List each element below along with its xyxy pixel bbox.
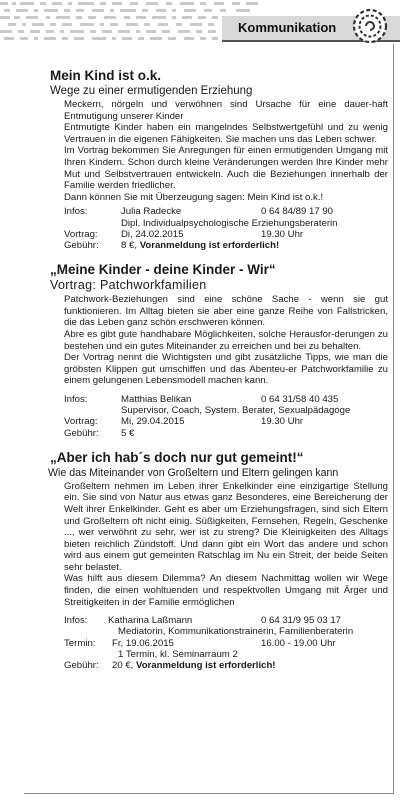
event-time: 16.00 - 19.00 Uhr (261, 637, 336, 649)
article-title: „Meine Kinder - deine Kinder - Wir“ (50, 262, 276, 278)
event-time: 19.30 Uhr (261, 228, 304, 240)
speaker-role: Supervisor, Coach, System. Berater, Sexualpädagoge (121, 405, 351, 417)
page-header (0, 0, 400, 44)
speaker-name: Matthias Belikan (121, 393, 192, 405)
paragraph: Was hilft aus diesem Dilemma? An diesem Nachmittag wollen wir Wege finden, die einen wohltuenden und respektvollen Umgang mit Ärger und Streitigkeiten in der Familie ermöglichen (64, 573, 388, 608)
info-label: Infos: (64, 615, 88, 627)
speaker-role: Dipl. Individualpsychologische Erziehungsberaterin (121, 217, 338, 229)
speaker-phone: 0 64 84/89 17 90 (261, 206, 334, 218)
paragraph: Großeltern nehmen im Leben ihrer Enkelkinder eine einzigartige Stellung ein. Sie sind von Natur aus etwas ganz Besonderes, eine Bereicherung der Welt ihrer Enkelkinder. Geht es aber um Erziehungsfragen, sind sich Eltern und Großeltern oft nicht einig. Süßigkeiten, Fernsehen, Regeln, Geschenke ..., wer verwöhnt zu sehr, wer ist zu streng? Die Kleinigkeiten des Alltags bieten reichlich Zündstoff. Und dann gibt ein Wort das andere und schon wird aus einem gut gemeinten Ratschlag im Nu ein Streit, der beide Seiten sehr belastet. (64, 480, 388, 573)
registration-note: Voranmeldung ist erforderlich! (136, 660, 276, 672)
paragraph: Entmutigte Kinder haben ein mangelndes Selbstwertgefühl und zu wenig Vertrauen in die eigenen Fähigkeiten. Sie machen uns das Leben schwer. (64, 122, 388, 145)
article-body (64, 481, 388, 609)
event-info (64, 615, 388, 671)
event-info (64, 206, 388, 251)
article-title: „Aber ich hab´s doch nur gut gemeint!“ (50, 449, 304, 465)
paragraph: Meckern, nörgeln und verwöhnen sind Ursache für eine dauer-haft Entmutigung unserer Kinder (64, 99, 388, 122)
article-patchwork (50, 262, 388, 439)
date-label: Vortrag: (64, 228, 98, 240)
paragraph: Im Vortrag bekommen Sie Anregungen für einen ermutigenden Umgang mit Ihren Kindern. Schon durch kleine Veränderungen werden Ihre Kinder mehr Mut und Selbstvertrauen entwickeln. Auch die Beziehungen innerhalb der Familie werden friedlicher. (64, 145, 388, 192)
speaker-phone: 0 64 31/9 95 03 17 (261, 615, 342, 627)
article-mein-kind (50, 68, 388, 251)
spiral-icon (352, 8, 388, 44)
article-body (64, 294, 388, 387)
info-label: Infos: (64, 206, 88, 218)
speaker-name: Katharina Laßmann (108, 615, 193, 627)
registration-note: Voranmeldung ist erforderlich! (139, 239, 280, 251)
fee-label: Gebühr: (64, 239, 99, 251)
article-subtitle: Wie das Miteinander von Großeltern und Eltern gelingen kann (48, 466, 339, 479)
fee-label: Gebühr: (64, 427, 99, 439)
info-label: Infos: (64, 393, 88, 405)
event-fee: 5 € (121, 427, 135, 439)
speaker-role: Mediatorin, Kommunikationstrainerin, Familienberaterin (118, 626, 354, 638)
paragraph: Patchwork-Beziehungen sind eine schöne Sache - wenn sie gut funktionieren. Im Alltag bieten sie aber eine ganze Reihe von Fallstricken, die das Leben ganz schön erschweren können. (64, 294, 388, 329)
paragraph: Der Vortrag nennt die Wichtigsten und gibt zusätzliche Tipps, wie man die gröbsten Klippen gut umschiffen und das Abenteu-er Patchworkfamilie zu einem gelungenen Lebensmodell machen kann. (64, 352, 388, 387)
paragraph: Abre es gibt gute handhabare Möglichkeiten, solche Herausfor-derungen zu bestehen und ein gutes Miteinander zu erreichen und bei zu behalten. (64, 328, 388, 352)
event-date: Fr, 19.06.2015 (112, 637, 174, 649)
section-title: Kommunikation (238, 20, 337, 35)
event-date: Di, 24.02.2015 (121, 228, 184, 240)
article-subtitle: Vortrag: Patchworkfamilien (50, 278, 207, 293)
article-title: Mein Kind ist o.k. (50, 68, 162, 83)
content (50, 68, 388, 671)
event-fee: 20 €, (112, 660, 134, 672)
event-time: 19.30 Uhr (261, 416, 304, 428)
event-info (64, 394, 388, 439)
event-date: Mi, 29.04.2015 (121, 416, 185, 428)
article-subtitle: Wege zu einer ermutigenden Erziehung (50, 85, 253, 97)
article-grosseltern (50, 450, 388, 672)
date-label: Termin: (64, 637, 96, 649)
event-location: 1 Termin, kl. Seminarraum 2 (118, 648, 238, 660)
date-label: Vortrag: (64, 416, 98, 428)
event-fee: 8 €, (121, 239, 138, 251)
speaker-name: Julia Radecke (121, 206, 182, 218)
speaker-phone: 0 64 31/58 40 435 (261, 393, 339, 405)
fee-label: Gebühr: (64, 660, 99, 672)
paragraph: Dann können Sie mit Überzeugung sagen: Mein Kind ist o.k.! (64, 191, 324, 203)
article-body (64, 99, 388, 203)
